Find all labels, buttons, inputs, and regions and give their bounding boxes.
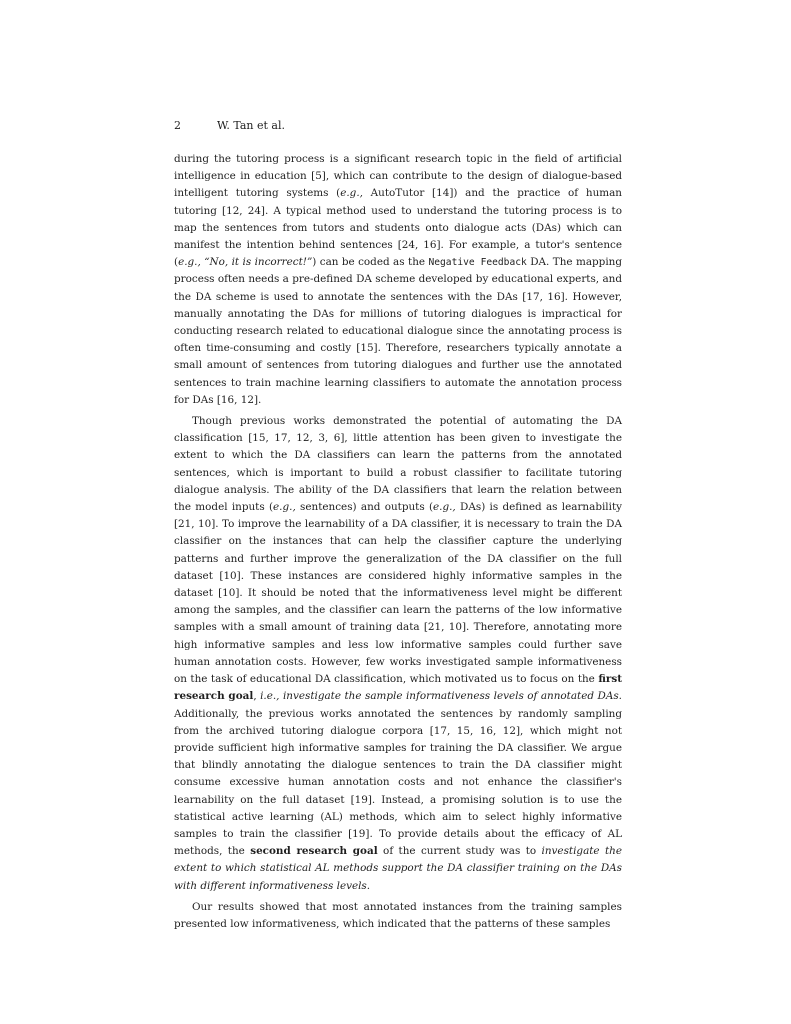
- text-run-italic: e.g.,: [433, 501, 456, 514]
- first-research-goal: first research goal: [174, 673, 622, 703]
- second-research-goal: second research goal: [250, 845, 378, 858]
- text-run: ) can be coded as the: [312, 256, 429, 269]
- running-head-authors: W. Tan et al.: [217, 119, 285, 132]
- text-run-italic: e.g., “No, it is incorrect!”: [178, 256, 313, 269]
- paragraph-1: [174, 151, 622, 409]
- text-run-italic: e.g.,: [273, 501, 296, 514]
- text-run: Though previous works demonstrated the potential of automating the DA classification [15, 17, 12, 3, 6], little attention has been given to investigate the extent to which the DA classifiers can learn the patterns from the annotated sentences, which is important to build a robust classifier to facilitate tutoring dialogue analysis. The ability of the DA classifiers that learn the relation between the model inputs (: [174, 415, 622, 514]
- text-run: of the current study was to: [377, 845, 542, 858]
- body-text: [174, 151, 622, 933]
- text-run-italic: investigate the extent to which statistical AL methods support the DA classifier training on the DAs with different informativeness levels: [174, 845, 622, 892]
- text-run: AutoTutor [14]) and the practice of human tutoring [12, 24]. A typical method used to understand the tutoring process is to map the sentences from tutors and students onto dialogue acts (DAs) which can manifest the intention behind sentences [24, 16]. For example, a tutor's sentence (: [174, 187, 622, 269]
- text-run: Our results showed that most annotated instances from the training samples presented low informativeness, which indicated that the patterns of these samples: [174, 900, 622, 930]
- text-run: DA. The mapping process often needs a pre-defined DA scheme developed by educational experts, and the DA scheme is used to annotate the sentences with the DAs [17, 16]. However, manually annotating the DAs for millions of tutoring dialogues is impractical for conducting research related to educational dialogue since the annotating process is often time-consuming and costly [15]. Therefore, researchers typically annotate a small amount of sentences from tutoring dialogues and further use the annotated sentences to train machine learning classifiers to automate the annotation process for DAs [16, 12].: [174, 256, 623, 406]
- text-run: sentences) and outputs (: [295, 501, 434, 514]
- dialogue-act-code: Negative Feedback: [428, 257, 527, 269]
- text-run: during the tutoring process is a significant research topic in the field of artificial intelligence in education [5], which can contribute to the design of dialogue-based intelligent tutoring systems (: [174, 153, 622, 200]
- text-run-italic: e.g.,: [340, 187, 363, 200]
- page-number: 2: [174, 119, 181, 132]
- text-run-italic: i.e., investigate the sample informativeness levels of annotated DAs: [260, 690, 619, 703]
- text-run: .: [366, 879, 371, 892]
- text-run: . Additionally, the previous works annotated the sentences by randomly sampling from the archived tutoring dialogue corpora [17, 15, 16, 12], which might not provide sufficient high informative samples for training the DA classifier. We argue that blindly annotating the dialogue sentences to train the DA classifier might consume excessive human annotation costs and not enhance the classifier's learnability on the full dataset [19]. Instead, a promising solution is to use the statistical active learning (AL) methods, which aim to select highly informative samples to train the classifier [19]. To provide details about the efficacy of AL methods, the: [174, 690, 622, 858]
- text-run: DAs) is defined as learnability [21, 10]. To improve the learnability of a DA classifier, it is necessary to train the DA classifier on the instances that can help the classifier capture the underlying patterns and further improve the generalization of the DA classifier on the full dataset [10]. These instances are considered highly informative samples in the dataset [10]. It should be noted that the informativeness level might be different among the samples, and the classifier can learn the patterns of the low informative samples with a small amount of training data [21, 10]. Therefore, annotating more high informative samples and less low informative samples could further save human annotation costs. However, few works investigated sample informativeness on the task of educational DA classification, which motivated us to focus on the: [174, 501, 622, 686]
- paragraph-3: [174, 899, 622, 933]
- paragraph-2: [174, 413, 622, 895]
- text-run: ,: [253, 690, 261, 703]
- running-head: [174, 119, 285, 133]
